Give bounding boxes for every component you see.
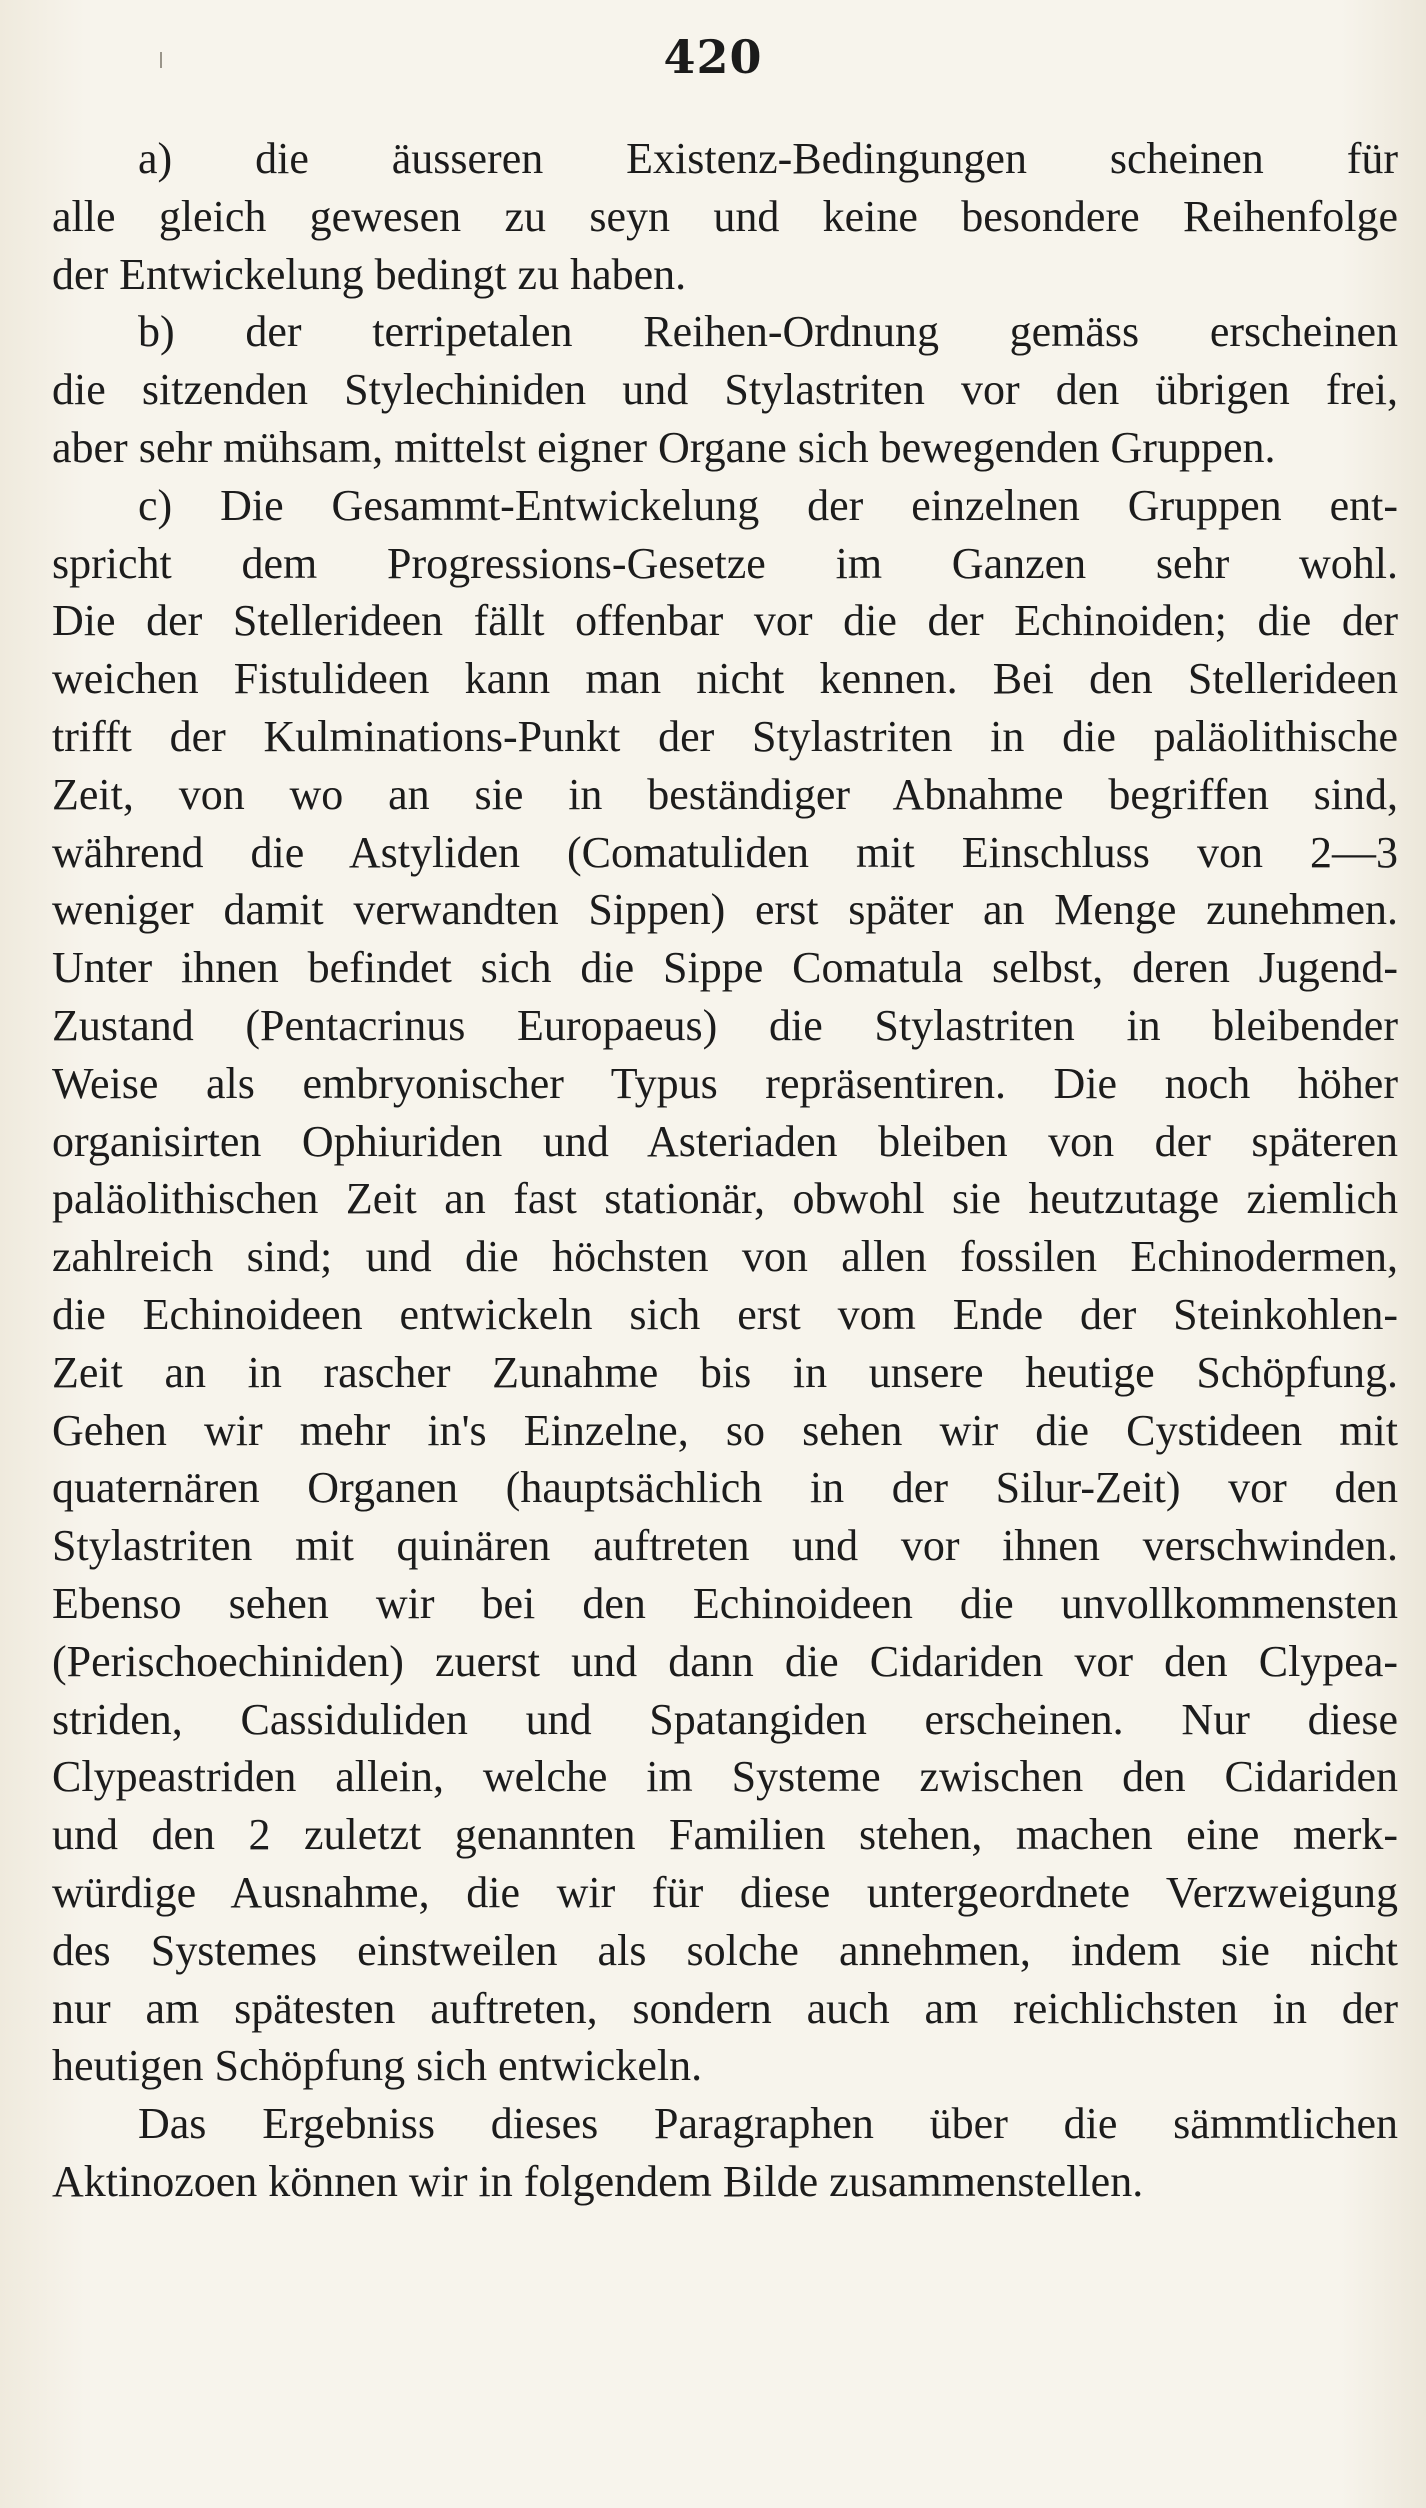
- text-line: alle gleich gewesen zu seyn und keine besondere Reihenfolge: [52, 191, 1398, 241]
- text-line: Clypeastriden allein, welche im Systeme zwischen den Cidariden: [52, 1752, 1398, 1802]
- text-line: zahlreich sind; und die höchsten von allen fossilen Echinodermen,: [52, 1232, 1398, 1282]
- text-line: die sitzenden Stylechiniden und Stylastriten vor den übrigen frei,: [52, 365, 1398, 415]
- page-number: 420: [663, 30, 763, 84]
- text-line: Unter ihnen befindet sich die Sippe Comatula selbst, deren Jugend-: [52, 943, 1398, 993]
- text-line: Ebenso sehen wir bei den Echinoideen die unvollkommensten: [52, 1578, 1398, 1628]
- text-line: aber sehr mühsam, mittelst eigner Organe sich bewegenden Gruppen.: [52, 422, 1276, 472]
- text-line: Zustand (Pentacrinus Europaeus) die Stylastriten in bleibender: [52, 1000, 1398, 1050]
- text-line: Stylastriten mit quinären auftreten und vor ihnen verschwinden.: [52, 1521, 1398, 1571]
- text-line: Gehen wir mehr in's Einzelne, so sehen wir die Cystideen mit: [52, 1405, 1398, 1455]
- text-line: und den 2 zuletzt genannten Familien stehen, machen eine merk-: [52, 1810, 1398, 1860]
- text-line: würdige Ausnahme, die wir für diese untergeordnete Verzweigung: [52, 1867, 1398, 1917]
- text-line: spricht dem Progressions-Gesetze im Ganzen sehr wohl.: [52, 538, 1398, 588]
- text-line: heutigen Schöpfung sich entwickeln.: [52, 2041, 703, 2091]
- text-line: quaternären Organen (hauptsächlich in der Silur-Zeit) vor den: [52, 1463, 1398, 1513]
- body-text: [52, 130, 1398, 2211]
- text-line: a) die äusseren Existenz-Bedingungen scheinen für: [138, 134, 1398, 183]
- text-line: weniger damit verwandten Sippen) erst später an Menge zunehmen.: [52, 885, 1398, 935]
- text-line: (Perischoechiniden) zuerst und dann die Cidariden vor den Clypea-: [52, 1636, 1398, 1686]
- text-line: Zeit an in rascher Zunahme bis in unsere heutige Schöpfung.: [52, 1347, 1398, 1397]
- text-line: Aktinozoen können wir in folgendem Bilde zusammenstellen.: [52, 2156, 1144, 2206]
- text-line: organisirten Ophiuriden und Asteriaden bleiben von der späteren: [52, 1116, 1398, 1166]
- text-line: Zeit, von wo an sie in beständiger Abnahme begriffen sind,: [52, 769, 1398, 819]
- text-line: b) der terripetalen Reihen-Ordnung gemäss erscheinen: [138, 307, 1398, 357]
- text-line: des Systemes einstweilen als solche annehmen, indem sie nicht: [52, 1925, 1398, 1975]
- text-line: weichen Fistulideen kann man nicht kennen. Bei den Stellerideen: [52, 654, 1398, 704]
- text-line: paläolithischen Zeit an fast stationär, obwohl sie heutzutage ziemlich: [52, 1174, 1398, 1224]
- text-line: nur am spätesten auftreten, sondern auch am reichlichsten in der: [52, 1983, 1398, 2033]
- text-line: c) Die Gesammt-Entwickelung der einzelnen Gruppen ent-: [138, 480, 1398, 530]
- text-line: der Entwickelung bedingt zu haben.: [52, 249, 687, 299]
- text-line: während die Astyliden (Comatuliden mit Einschluss von 2—3: [52, 827, 1398, 877]
- text-line: Die der Stellerideen fällt offenbar vor die der Echinoiden; die der: [52, 596, 1398, 646]
- text-line: Weise als embryonischer Typus repräsentiren. Die noch höher: [52, 1058, 1398, 1108]
- text-line: die Echinoideen entwickeln sich erst vom Ende der Steinkohlen-: [52, 1289, 1398, 1339]
- text-line: trifft der Kulminations-Punkt der Stylastriten in die paläolithische: [52, 711, 1398, 761]
- text-line: striden, Cassiduliden und Spatangiden erscheinen. Nur diese: [52, 1694, 1398, 1744]
- text-line: Das Ergebniss dieses Paragraphen über die sämmtlichen: [138, 2099, 1398, 2149]
